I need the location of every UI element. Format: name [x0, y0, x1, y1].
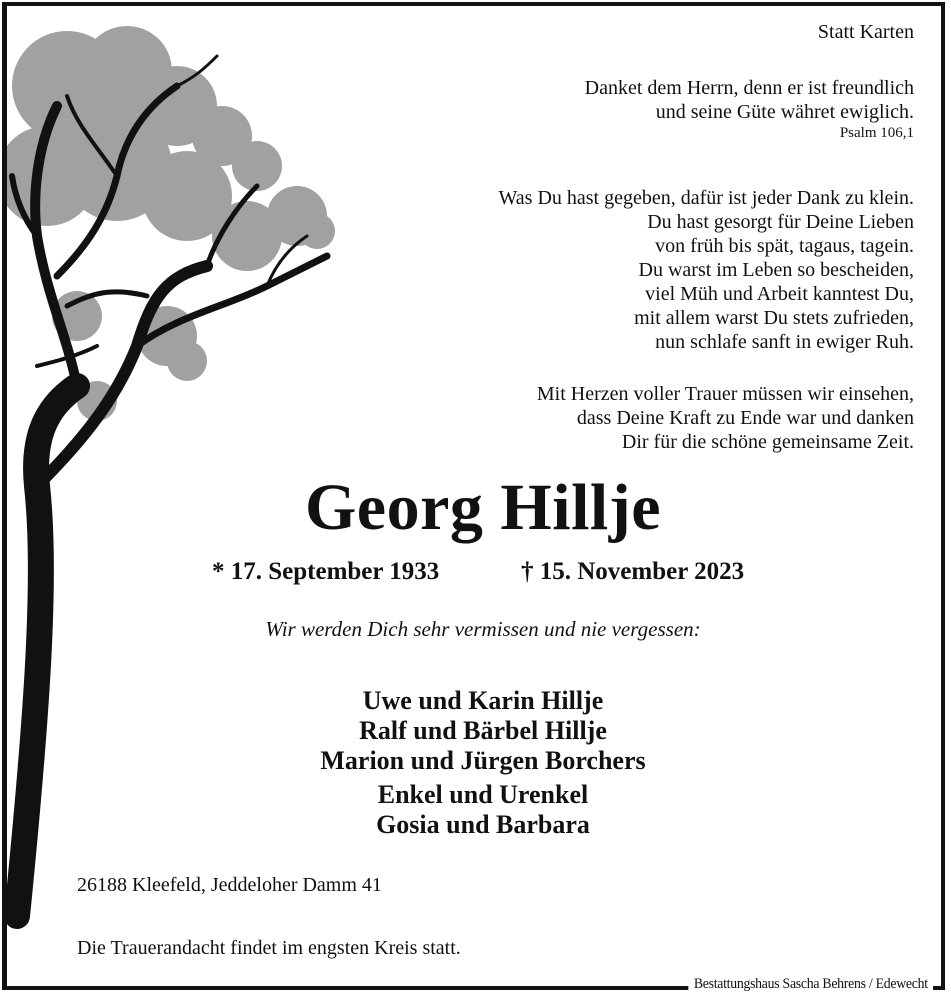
funeral-home-credit: Bestattungshaus Sascha Behrens / Edewecht	[688, 976, 933, 993]
family-member: Gosia und Barbara	[376, 810, 590, 839]
closing-line: Mit Herzen voller Trauer müssen wir einsehen,	[536, 383, 914, 405]
poem-line: von früh bis spät, tagaus, tagein.	[655, 235, 914, 257]
poem-line: viel Müh und Arbeit kanntest Du,	[645, 283, 914, 305]
closing-line: Dir für die schöne gemeinsame Zeit.	[621, 431, 914, 453]
birth-date: * 17. September 1933	[212, 558, 440, 585]
motto: Wir werden Dich sehr vermissen und nie vergessen:	[265, 617, 701, 641]
poem-line: Was Du hast gegeben, dafür ist jeder Dank zu klein.	[498, 187, 914, 209]
statt-karten-label: Statt Karten	[817, 21, 914, 43]
deceased-name: Georg Hillje	[304, 471, 662, 544]
verse-reference: Psalm 106,1	[839, 125, 914, 141]
poem-line: nun schlafe sanft in ewiger Ruh.	[655, 331, 914, 353]
closing-text	[537, 382, 914, 454]
death-date: † 15. November 2023	[521, 558, 745, 585]
verse-line: Danket dem Herrn, denn er ist freundlich	[584, 77, 914, 99]
poem-line: Du hast gesorgt für Deine Lieben	[647, 211, 914, 233]
poem-line: mit allem warst Du stets zufrieden,	[634, 307, 914, 329]
address: 26188 Kleefeld, Jeddeloher Damm 41	[77, 874, 382, 896]
verse-line: und seine Güte währet ewiglich.	[655, 101, 914, 123]
poem-line: Du warst im Leben so bescheiden,	[638, 259, 914, 281]
family-member: Marion und Jürgen Borchers	[320, 746, 646, 775]
bible-verse	[585, 76, 914, 142]
service-note: Die Trauerandacht findet im engsten Kreis statt.	[77, 937, 461, 959]
family-member: Enkel und Urenkel	[377, 780, 589, 809]
memorial-poem	[499, 186, 914, 354]
family-member: Ralf und Bärbel Hillje	[359, 716, 607, 745]
family-list	[0, 686, 951, 840]
family-member: Uwe und Karin Hillje	[362, 686, 604, 715]
closing-line: dass Deine Kraft zu Ende war und danken	[576, 407, 914, 429]
